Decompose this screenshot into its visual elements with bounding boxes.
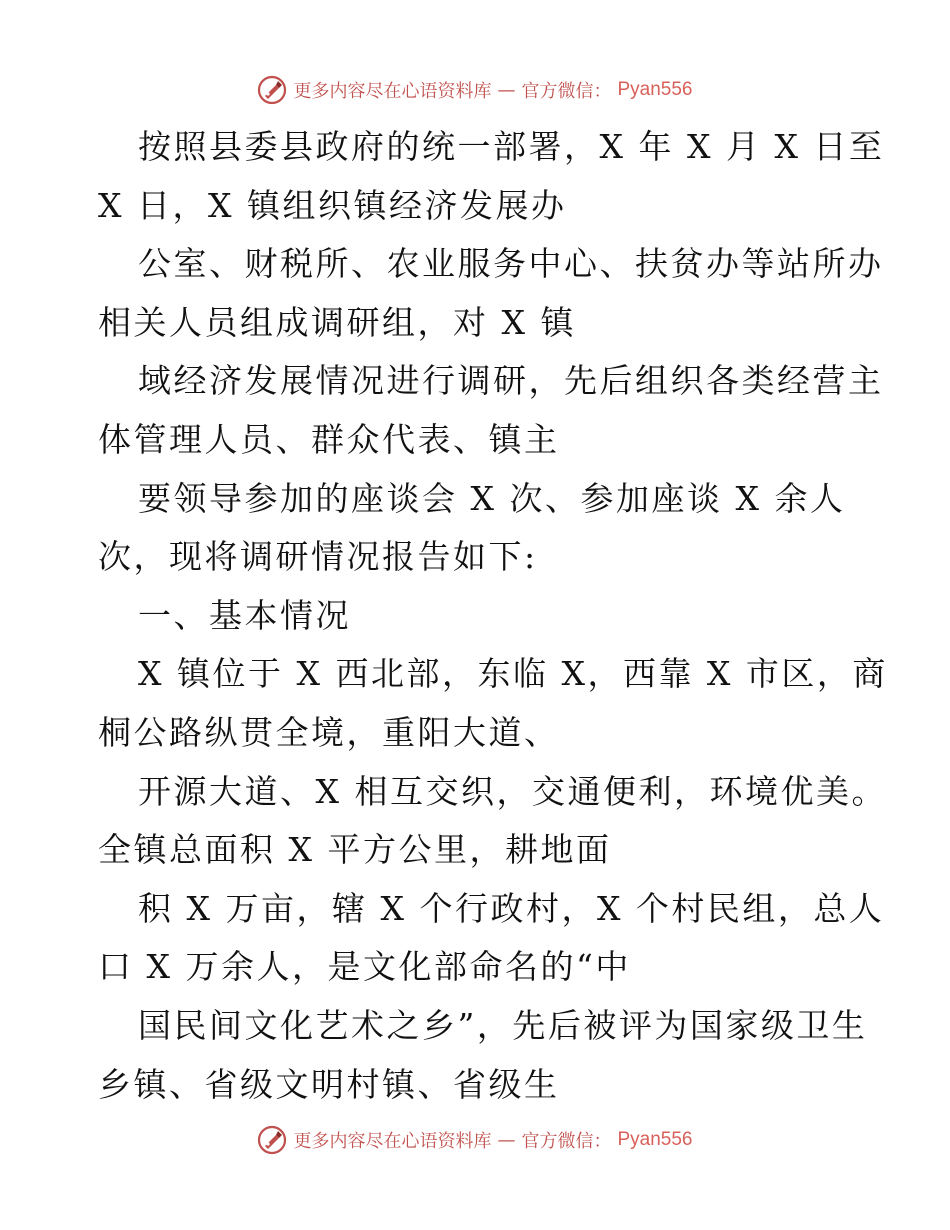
pen-logo-icon [257,1125,287,1155]
text-line: 桐公路纵贯全境，重阳大道、 [98,712,560,752]
text-line: X 日，X 镇组织镇经济发展办 [98,185,567,225]
banner-text: 更多内容尽在心语资料库 [293,1131,492,1152]
banner-content [257,1125,692,1155]
text-line: 积 X 万亩，辖 X 个行政村，X 个村民组，总人 [138,888,885,928]
text-line: 域经济发展情况进行调研，先后组织各类经营主 [138,361,884,401]
text-line: 公室、财税所、农业服务中心、扶贫办等站所办 [138,244,884,284]
banner-separator: — [497,79,516,101]
banner-text: 更多内容尽在心语资料库 [293,81,492,102]
footer-banner [0,1122,950,1158]
header-banner [0,72,950,108]
banner-wechat-id: Pyan556 [617,1129,693,1150]
text-line: 按照县委县政府的统一部署，X 年 X 月 X 日至 [138,127,885,166]
body-text [98,118,888,1114]
banner-separator: — [497,1129,516,1151]
text-line: X 镇位于 X 西北部，东临 X，西靠 X 市区，商 [138,654,888,694]
pen-logo-icon [257,75,287,105]
text-line: 体管理人员、群众代表、镇主 [98,419,560,459]
banner-wechat-id: Pyan556 [617,79,693,100]
banner-wechat-label: 官方微信： [521,81,612,102]
banner-wechat-label: 官方微信： [521,1131,612,1152]
text-line: 口 X 万余人，是文化部命名的“中 [98,947,631,987]
text-line: 乡镇、省级文明村镇、省级生 [98,1064,560,1104]
text-line: 次，现将调研情况报告如下: [98,537,538,577]
text-line: 全镇总面积 X 平方公里，耕地面 [98,830,612,870]
text-line: 相关人员组成调研组，对 X 镇 [98,302,576,342]
text-line: 开源大道、X 相互交织，交通便利，环境优美。 [138,771,887,811]
banner-content [257,75,692,105]
section-heading: 一、基本情况 [138,595,351,635]
text-line: 要领导参加的座谈会 X 次、参加座谈 X 余人 [138,478,846,518]
text-line: 国民间文化艺术之乡”，先后被评为国家级卫生 [138,1005,868,1045]
